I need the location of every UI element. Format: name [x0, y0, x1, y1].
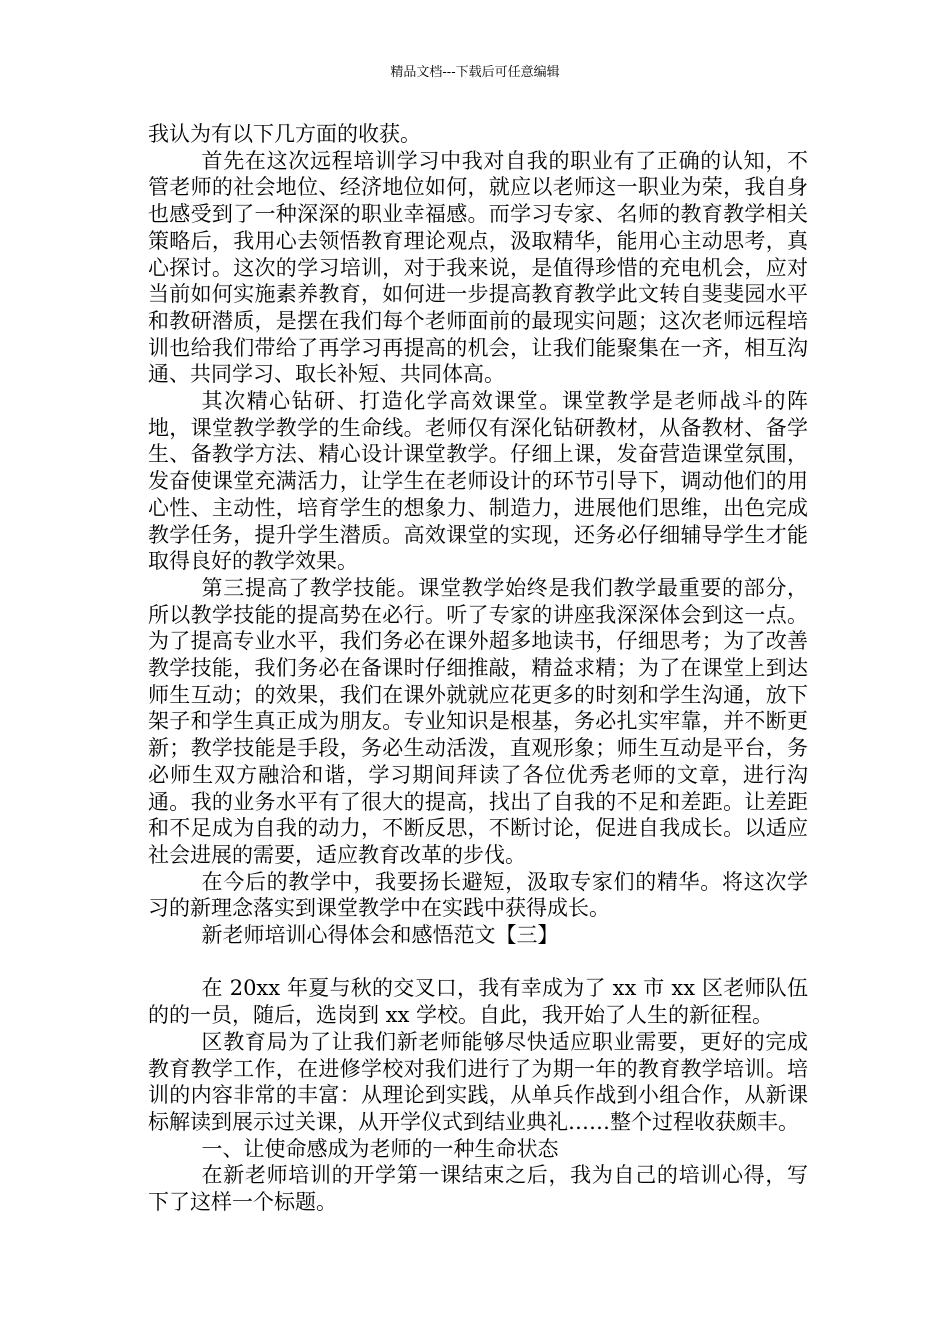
paragraph-third-point: 第三提高了教学技能。课堂教学始终是我们教学最重要的部分，所以教学技能的提高势在必行。听了专家的讲座我深深体会到这一点。为了提高专业水平，我们务必在课外超多地读书，仔细思考；为了改善教学技能，我们务必在备课时仔细推敲，精益求精；为了在课堂上到达师生互动；的效果，我们在课外就就应花更多的时刻和学生沟通，放下架子和学生真正成为朋友。专业知识是根基，务必扎实牢靠，并不断更新；教学技能是手段，务必生动活泼，直观形象；师生互动是平台，务必师生双方融洽和谐，学习期间拜读了各位优秀老师的文章，进行沟通。我的业务水平有了很大的提高，找出了自我的不足和差距。让差距和不足成为自我的动力，不断反思，不断讨论，促进自我成长。以适应社会进展的需要，适应教育改革的步伐。 — [148, 575, 808, 867]
paragraph-new-teacher: 在 20xx 年夏与秋的交叉口，我有幸成为了 xx 市 xx 区老师队伍的的一员，随后，选岗到 xx 学校。自此，我开始了人生的新征程。 — [148, 976, 808, 1028]
page-header: 精品文档---下载后可任意编辑 — [390, 65, 560, 80]
paragraph-intro: 我认为有以下几方面的收获。 — [148, 122, 421, 146]
document-body — [148, 121, 808, 1216]
blank-line — [148, 949, 808, 976]
subsection-title: 一、让使命感成为老师的一种生命状态 — [201, 1136, 559, 1161]
section-title: 新老师培训心得体会和感悟范文【三】 — [201, 923, 559, 948]
paragraph-conclusion: 在今后的教学中，我要扬长避短，汲取专家们的精华。将这次学习的新理念落实到课堂教学中在实践中获得成长。 — [148, 869, 808, 921]
paragraph-second-point: 其次精心钻研、打造化学高效课堂。课堂教学是老师战斗的阵地，课堂教学教学的生命线。老师仅有深化钻研教材，从备教材、备学生、备教学方法、精心设计课堂教学。仔细上课，发奋营造课堂氛围，发奋使课堂充满活力，让学生在老师设计的环节引导下，调动他们的用心性、主动性，培育学生的想象力、制造力，进展他们思维，出色完成教学任务，提升学生潜质。高效课堂的实现，还务必仔细辅导学生才能取得良好的教学效果。 — [148, 389, 808, 574]
paragraph-training: 区教育局为了让我们新老师能够尽快适应职业需要，更好的完成教育教学工作，在进修学校对我们进行了为期一年的教育教学培训。培训的内容非常的丰富：从理论到实践，从单兵作战到小组合作，从新课标解读到展示过关课，从开学仪式到结业典礼……整个过程收获颇丰。 — [148, 1029, 808, 1134]
paragraph-first-lesson: 在新老师培训的开学第一课结束之后，我为自己的培训心得，写下了这样一个标题。 — [148, 1163, 808, 1215]
paragraph-first-point: 首先在这次远程培训学习中我对自我的职业有了正确的认知，不管老师的社会地位、经济地位如何，就应以老师这一职业为荣，我自身也感受到了一种深深的职业幸福感。而学习专家、名师的教育教学相关策略后，我用心去领悟教育理论观点，汲取精华，能用心主动思考，真心探讨。这次的学习培训，对于我来说，是值得珍惜的充电机会，应对当前如何实施素养教育，如何进一步提高教育教学此文转自斐斐园水平和教研潜质，是摆在我们每个老师面前的最现实问题；这次老师远程培训也给我们带给了再学习再提高的机会，让我们能聚集在一齐，相互沟通、共同学习、取长补短、共同体高。 — [148, 148, 808, 387]
